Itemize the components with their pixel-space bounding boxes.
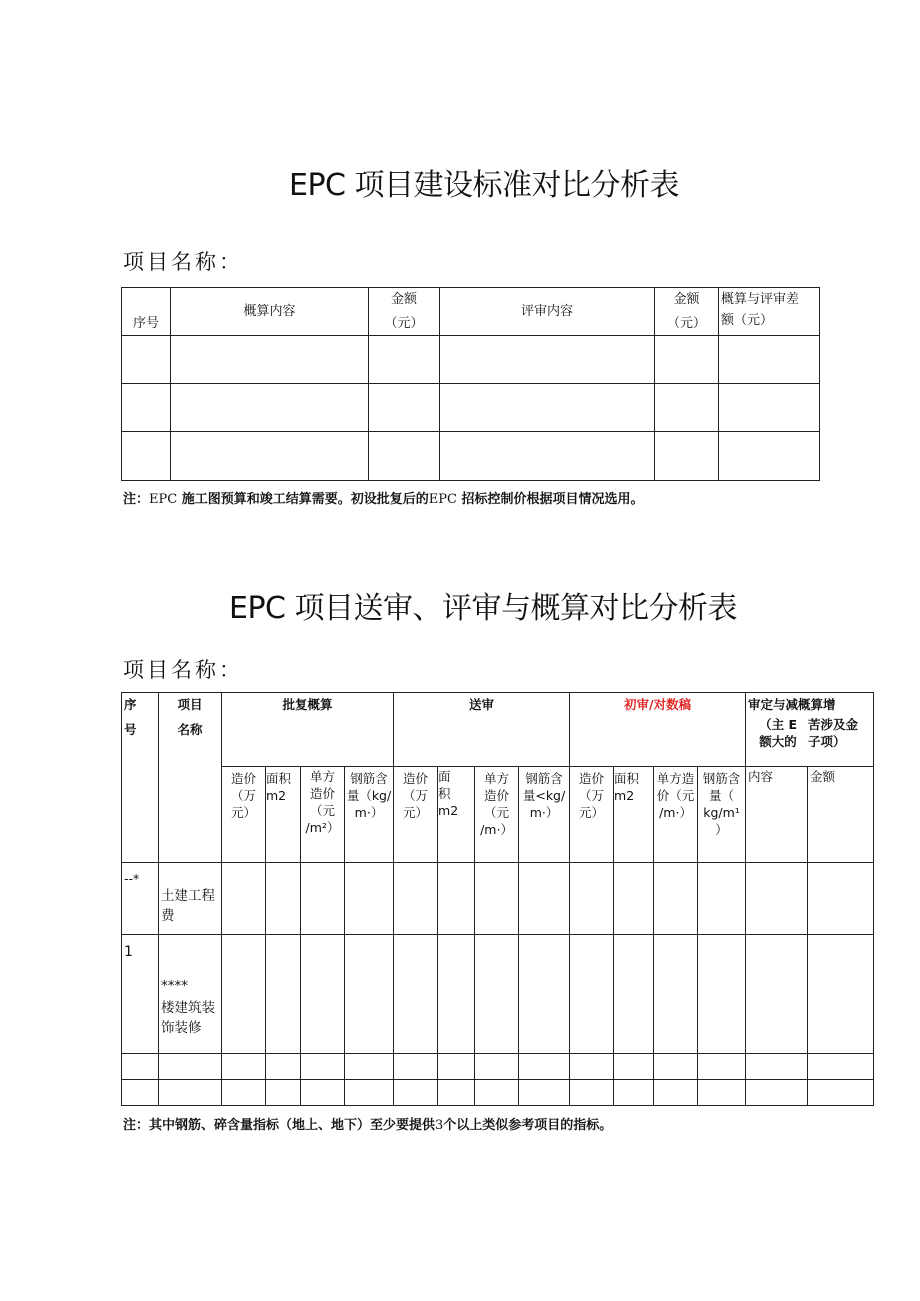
header-submitted: 送审 [394, 693, 570, 767]
header-seq: 序 号 [122, 693, 159, 863]
table-row [122, 384, 820, 432]
table-row [122, 432, 820, 481]
row-name: **** 楼建筑装 饰装修 [159, 935, 222, 1054]
sub-submitted-cost: 造价 （万 元） [394, 767, 438, 863]
header-amount-2: 金额 （元） [655, 288, 719, 336]
table2-subheader-row [122, 767, 874, 863]
header-approved-budget: 批复概算 [222, 693, 394, 767]
header-amount-1: 金额 （元） [369, 288, 440, 336]
table-row [122, 1080, 874, 1106]
sub-initial-cost: 造价 （万 元） [570, 767, 614, 863]
sub-submitted-steel: 钢筋含 量<kg/ m·） [519, 767, 570, 863]
table1-header-row [122, 288, 820, 336]
sub-initial-area: 面积 m2 [614, 767, 654, 863]
table2-header-row [122, 693, 874, 767]
comparison-table-2 [121, 692, 874, 1106]
row-seq: --* [122, 863, 159, 935]
sub-submitted-unit: 单方 造价 （元 /m·） [475, 767, 519, 863]
sub-initial-unit: 单方造 价（元 /m·） [654, 767, 698, 863]
section1-project-label: 项目名称： [123, 250, 243, 274]
header-project-name: 项目 名称 [159, 693, 222, 863]
header-initial-review: 初审/对数稿 [570, 693, 746, 767]
section2-note: 注：其中钢筋、碎含量指标（地上、地下）至少要提供3个以上类似参考项目的指标。 [123, 1118, 613, 1133]
header-seq: 序号 [122, 288, 171, 336]
sub-approved-cost: 造价 （万 元） [222, 767, 266, 863]
section2-title: EPC 项目送审、评审与概算对比分析表 [229, 591, 738, 626]
table-row [122, 863, 874, 935]
row-seq: 1 [122, 935, 159, 1054]
sub-approved-unit: 单方 造价 （元 /m²） [301, 767, 345, 863]
section2-project-label: 项目名称： [123, 658, 243, 682]
row-name: 土建工程 费 [159, 863, 222, 935]
sub-initial-steel: 钢筋含 量（ kg/m¹ ） [698, 767, 746, 863]
header-review-content: 评审内容 [440, 288, 655, 336]
header-budget-content: 概算内容 [171, 288, 369, 336]
sub-approved-area: 面积 m2 [266, 767, 301, 863]
table-row [122, 935, 874, 1054]
header-diff: 概算与评审差 额（元） [719, 288, 820, 336]
comparison-table-1 [121, 287, 820, 481]
sub-submitted-area: 面 积 m2 [438, 767, 475, 863]
section1-note: 注：EPC 施工图预算和竣工结算需要。初设批复后的EPC 招标控制价根据项目情况选用。 [123, 492, 644, 507]
sub-diff-amount: 金额 [808, 767, 874, 863]
sub-diff-content: 内容 [746, 767, 808, 863]
table-row [122, 336, 820, 384]
section1-title: EPC 项目建设标准对比分析表 [289, 168, 680, 203]
table-row [122, 1054, 874, 1080]
header-difference: 审定与减概算增 （主 E 苦涉及金 额大的 子项） [746, 693, 874, 767]
sub-approved-steel: 钢筋含 量（kg/ m·） [345, 767, 394, 863]
